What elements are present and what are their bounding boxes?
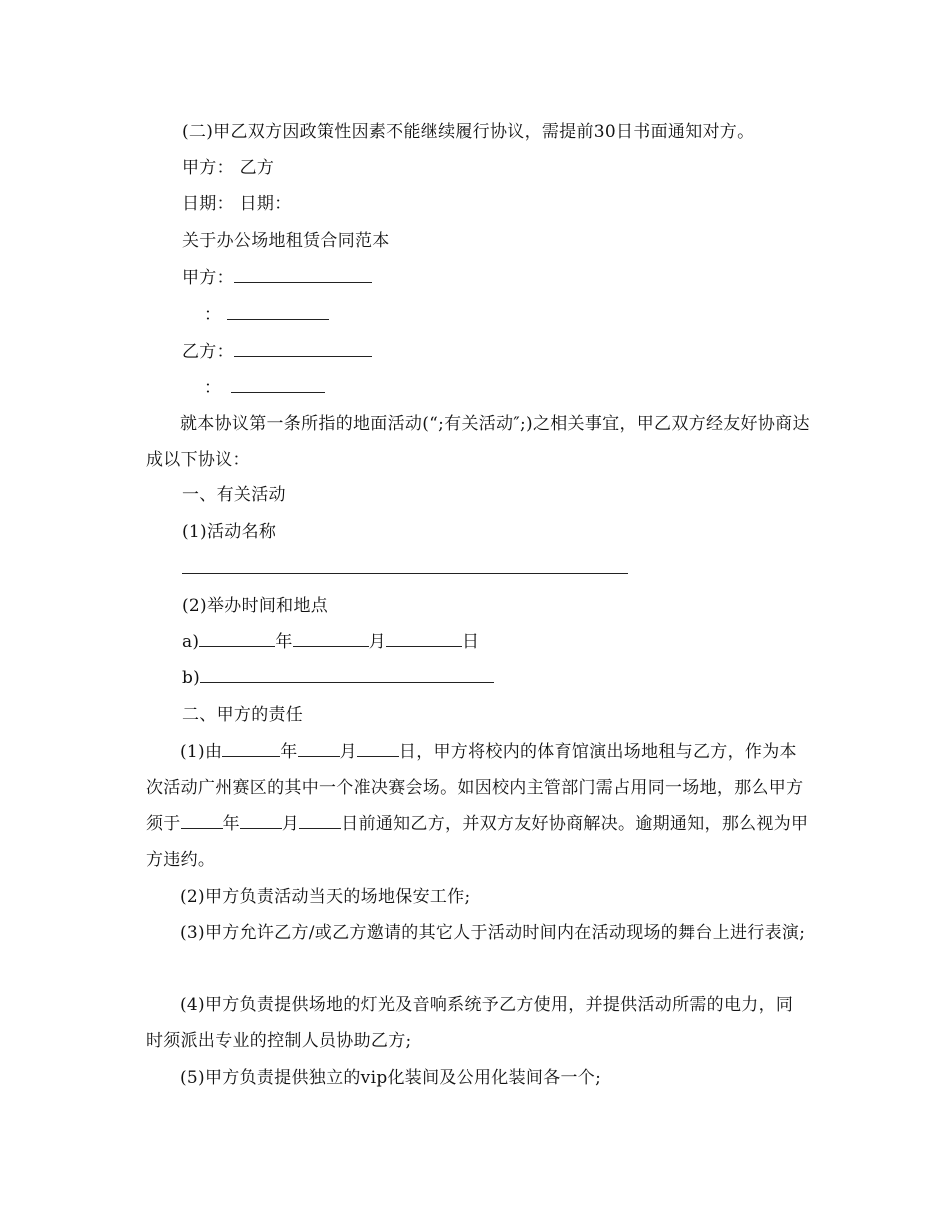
party-b-label: 乙方：: [182, 342, 234, 362]
resp1-year-label: 年: [280, 742, 298, 762]
time-place-label: (2)举办时间和地点: [182, 596, 329, 616]
resp1-part-b: 日，甲方将校内的体育馆演出场地租与乙方，作为本次活动广州赛区的其中一个准决赛会场。如因校内主管部门需占用同一场地，那么甲方须于: [146, 742, 804, 834]
month-label: 月: [368, 632, 386, 652]
responsibility-4-paragraph: (4)甲方负责提供场地的灯光及音响系统予乙方使用，并提供活动所需的电力，同时须派出专业的控制人员协助乙方;: [146, 995, 794, 1051]
activity-name-blank: [182, 557, 628, 574]
responsibility-2-paragraph: (2)甲方负责活动当天的场地保安工作;: [180, 887, 471, 907]
activity-name-field: [182, 557, 628, 581]
day-blank: [386, 630, 462, 647]
resp1-day-blank: [357, 740, 399, 757]
month-blank: [293, 630, 369, 647]
party-a-blank: [234, 266, 372, 283]
day-label: 日: [462, 632, 480, 652]
notice-month-blank: [240, 812, 282, 829]
responsibility-3-paragraph: (3)甲方允许乙方/或乙方邀请的其它人于活动时间内在活动现场的舞台上进行表演;: [180, 923, 806, 943]
document-title: 关于办公场地租赁合同范本: [182, 231, 390, 251]
resp1-part-c: 日前通知乙方，并双方友好协商解决。逾期通知，那么视为甲方违约。: [146, 814, 809, 870]
notice-day-blank: [299, 812, 341, 829]
section-one-heading: 一、有关活动: [182, 485, 286, 505]
item-b-label: b): [182, 668, 201, 688]
party-a-sub-label: ：: [204, 305, 222, 325]
activity-name-label: (1)活动名称: [182, 522, 277, 542]
year-blank: [199, 630, 275, 647]
date-field-a: [182, 630, 479, 654]
party-b-sub-field: [204, 376, 325, 400]
notice-year-label: 年: [222, 814, 240, 834]
notice-year-blank: [181, 812, 223, 829]
resp1-part-a: (1)由: [180, 742, 223, 762]
resp1-year-blank: [222, 740, 280, 757]
section-two-heading: 二、甲方的责任: [182, 705, 304, 725]
item-a-label: a): [182, 632, 200, 652]
resp1-month-blank: [298, 740, 340, 757]
party-b-sub-label: ：: [204, 378, 222, 398]
resp1-month-label: 月: [339, 742, 357, 762]
party-a-field: [182, 266, 372, 290]
party-b-field: [182, 340, 372, 364]
party-a-label: 甲方：: [182, 268, 234, 288]
year-label: 年: [275, 632, 293, 652]
party-signature-line: 甲方： 乙方: [182, 158, 275, 178]
location-blank: [200, 666, 494, 683]
intro-paragraph: 就本协议第一条所指的地面活动(“;有关活动″;)之相关事宜，甲乙双方经友好协商达成以下协议：: [146, 414, 810, 470]
party-a-sub-blank: [227, 303, 329, 320]
clause-two-notice: (二)甲乙双方因政策性因素不能继续履行协议，需提前30日书面通知对方。: [182, 122, 755, 142]
party-b-sub-blank: [231, 376, 325, 393]
location-field-b: [182, 666, 494, 690]
responsibility-5-paragraph: (5)甲方负责提供独立的vip化装间及公用化装间各一个;: [180, 1068, 602, 1088]
party-a-sub-field: [204, 303, 329, 327]
party-b-blank: [234, 340, 372, 357]
date-signature-line: 日期： 日期：: [182, 194, 292, 214]
responsibility-1-paragraph: [146, 734, 810, 878]
notice-month-label: 月: [281, 814, 300, 834]
